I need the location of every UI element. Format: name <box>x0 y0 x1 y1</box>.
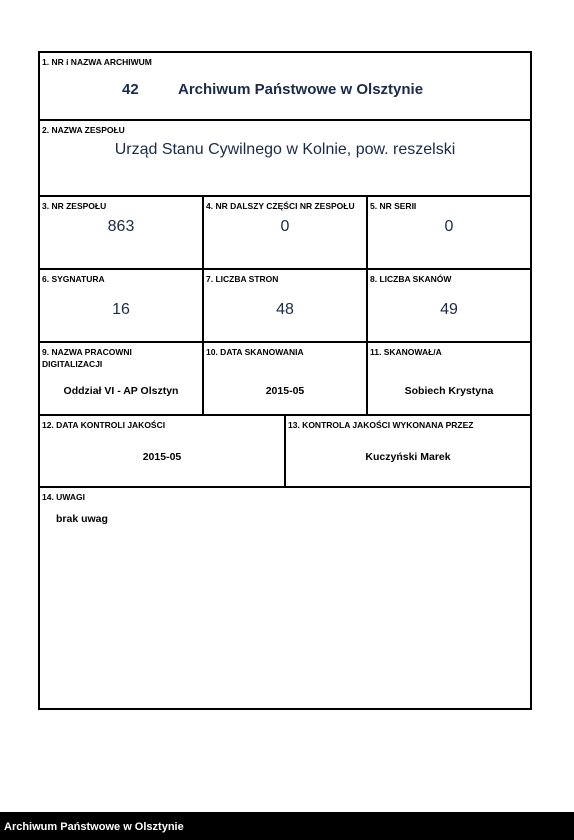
fonds-number-cell <box>38 195 204 270</box>
fonds-number-label: 3. NR ZESPOŁU <box>42 201 107 211</box>
series-number-value: 0 <box>444 218 454 235</box>
fonds-name-cell <box>38 119 532 197</box>
remarks-value: brak uwag <box>56 513 108 525</box>
fonds-number-value: 863 <box>107 218 135 235</box>
digitization-lab-label: 9. NAZWA PRACOWNI DIGITALIZACJI <box>42 347 132 369</box>
further-part-label: 4. NR DALSZY CZĘŚCI NR ZESPOŁU <box>206 201 355 211</box>
fonds-name-value: Urząd Stanu Cywilnego w Kolnie, pow. reszelski <box>114 141 456 158</box>
metadata-form <box>38 51 532 708</box>
qc-date-label: 12. DATA KONTROLI JAKOŚCI <box>42 420 166 430</box>
qc-by-value: Kuczyński Marek <box>365 451 451 463</box>
further-part-value: 0 <box>280 218 290 235</box>
digitization-lab-cell <box>38 341 204 416</box>
series-number-cell <box>366 195 532 270</box>
further-part-cell <box>202 195 368 270</box>
archive-label: 1. NR i NAZWA ARCHIWUM <box>42 57 152 67</box>
qc-date-value: 2015-05 <box>142 451 182 463</box>
digitization-lab-value: Oddział VI - AP Olsztyn <box>63 385 179 397</box>
scan-count-cell <box>366 268 532 343</box>
archive-number: 42 <box>122 81 139 98</box>
page-count-value: 48 <box>276 301 294 318</box>
footer-bar <box>0 812 574 840</box>
page-count-cell <box>202 268 368 343</box>
remarks-label: 14. UWAGI <box>42 492 85 502</box>
series-number-label: 5. NR SERII <box>370 201 417 211</box>
remarks-cell <box>38 486 532 710</box>
archive-cell <box>38 51 532 121</box>
scanned-by-cell <box>366 341 532 416</box>
qc-by-label: 13. KONTROLA JAKOŚCI WYKONANA PRZEZ <box>288 420 474 430</box>
page-count-label: 7. LICZBA STRON <box>206 274 279 284</box>
scan-count-value: 49 <box>440 301 458 318</box>
qc-by-cell <box>284 414 532 488</box>
scanned-by-label: 11. SKANOWAŁ/A <box>370 347 442 357</box>
scanned-by-value: Sobiech Krystyna <box>404 385 494 397</box>
signature-label: 6. SYGNATURA <box>42 274 105 284</box>
scan-count-label: 8. LICZBA SKANÓW <box>370 274 452 284</box>
scan-date-cell <box>202 341 368 416</box>
qc-date-cell <box>38 414 286 488</box>
signature-cell <box>38 268 204 343</box>
signature-value: 16 <box>112 301 130 318</box>
scan-date-label: 10. DATA SKANOWANIA <box>206 347 304 357</box>
footer-text: Archiwum Państwowe w Olsztynie <box>4 821 184 833</box>
archive-name: Archiwum Państwowe w Olsztynie <box>178 81 424 98</box>
scan-date-value: 2015-05 <box>265 385 305 397</box>
fonds-name-label: 2. NAZWA ZESPOŁU <box>42 125 125 135</box>
